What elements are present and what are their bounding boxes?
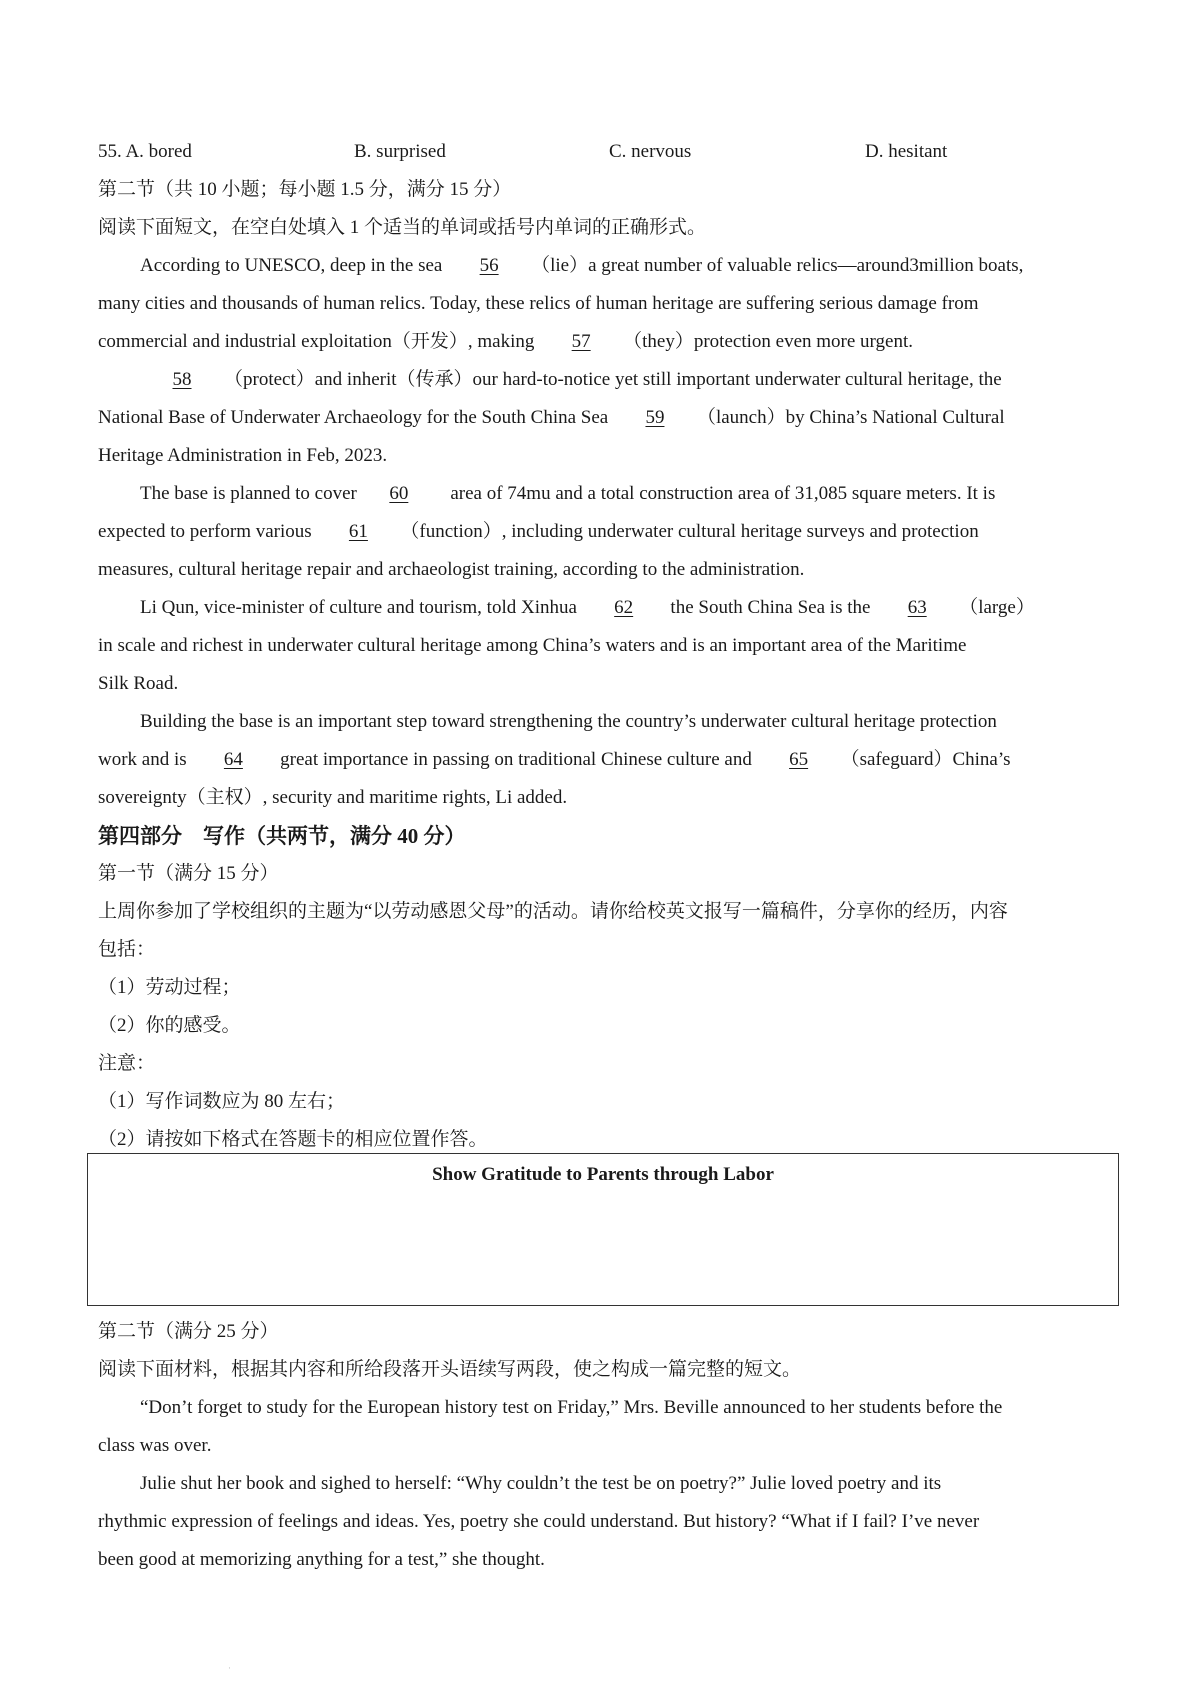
blank-60[interactable]: 60 — [389, 483, 409, 504]
passage-text: National Base of Underwater Archaeology for the South China Sea — [98, 407, 613, 428]
part4-section2-title: 第二节（满分 25 分） — [98, 1321, 279, 1342]
story-p1-line1: “Don’t forget to study for the European history test on Friday,” Mrs. Beville announced to her students before the — [140, 1397, 1003, 1418]
passage-p1-line1 — [140, 247, 1120, 285]
passage-text: work and is — [98, 749, 192, 770]
passage-p4-line3: Silk Road. — [98, 673, 179, 694]
passage-p3-line3: measures, cultural heritage repair and archaeologist training, according to the administration. — [98, 559, 805, 580]
passage-p5-line1: Building the base is an important step toward strengthening the country’s underwater cultural heritage protection — [140, 711, 997, 732]
passage-text: great importance in passing on traditional Chinese culture and — [275, 749, 757, 770]
passage-text: （they）protection even more urgent. — [623, 331, 913, 352]
q55-option-b: B. surprised — [354, 141, 446, 162]
passage-p4-line2: in scale and richest in underwater cultural heritage among China’s waters and is an important area of the Maritime — [98, 635, 967, 656]
blank-59[interactable]: 59 — [645, 407, 665, 428]
story-p1-line2: class was over. — [98, 1435, 212, 1456]
part4-section1-item2: （2）你的感受。 — [98, 1015, 241, 1036]
blank-57[interactable]: 57 — [571, 331, 591, 352]
blank-63[interactable]: 63 — [907, 597, 927, 618]
section2-title: 第二节（共 10 小题；每小题 1.5 分，满分 15 分） — [98, 179, 512, 200]
part4-note-label: 注意： — [98, 1053, 156, 1074]
passage-p1-line2: many cities and thousands of human relics. Today, these relics of human heritage are suffering serious damage from — [98, 293, 979, 314]
passage-text: （safeguard）China’s — [840, 749, 1011, 770]
section2-instruction: 阅读下面短文，在空白处填入 1 个适当的单词或括号内单词的正确形式。 — [98, 217, 707, 238]
passage-text: （large） — [959, 597, 1035, 618]
passage-p4-line1 — [140, 589, 1120, 627]
passage-text: （function）, including underwater cultural heritage surveys and protection — [400, 521, 979, 542]
blank-58[interactable]: 58 — [172, 369, 192, 390]
q55-option-c: C. nervous — [609, 141, 692, 162]
footer-mark: · — [228, 1663, 231, 1673]
passage-text: commercial and industrial exploitation（开发）, making — [98, 331, 540, 352]
passage-text: The base is planned to cover — [140, 483, 357, 504]
passage-text: （protect）and inherit（传承）our hard-to-notice yet still important underwater cultural heritage, the — [224, 369, 1002, 390]
passage-text: According to UNESCO, deep in the sea — [140, 255, 448, 276]
part4-section1-title: 第一节（满分 15 分） — [98, 863, 279, 884]
passage-p3-line2 — [98, 513, 1120, 551]
answer-box[interactable] — [87, 1153, 1119, 1306]
passage-text: （launch）by China’s National Cultural — [696, 407, 1005, 428]
passage-text: area of 74mu and a total construction area of 31,085 square meters. It is — [450, 483, 996, 504]
passage-p2-line3: Heritage Administration in Feb, 2023. — [98, 445, 388, 466]
passage-p2-line2 — [98, 399, 1120, 437]
passage-p3-line1 — [140, 475, 1120, 513]
passage-text: the South China Sea is the — [665, 597, 876, 618]
part4-section1-prompt-line2: 包括： — [98, 939, 156, 960]
story-p2-line2: rhythmic expression of feelings and ideas. Yes, poetry she could understand. But history? “What if I fail? I’ve never — [98, 1511, 980, 1532]
blank-65[interactable]: 65 — [789, 749, 809, 770]
passage-p1-line3 — [98, 323, 1120, 361]
blank-61[interactable]: 61 — [348, 521, 368, 542]
part4-heading: 第四部分 写作（共两节，满分 40 分） — [98, 824, 466, 848]
part4-note1: （1）写作词数应为 80 左右； — [98, 1091, 346, 1112]
passage-p5-line2 — [98, 741, 1120, 779]
part4-section2-prompt: 阅读下面材料，根据其内容和所给段落开头语续写两段，使之构成一篇完整的短文。 — [98, 1359, 802, 1380]
blank-56[interactable]: 56 — [479, 255, 499, 276]
q55-option-a: 55. A. bored — [98, 141, 192, 162]
story-p2-line3: been good at memorizing anything for a test,” she thought. — [98, 1549, 545, 1570]
q55-option-d: D. hesitant — [865, 141, 948, 162]
story-p2-line1: Julie shut her book and sighed to herself: “Why couldn’t the test be on poetry?” Julie loved poetry and its — [140, 1473, 942, 1494]
blank-64[interactable]: 64 — [223, 749, 243, 770]
part4-section1-item1: （1）劳动过程； — [98, 977, 241, 998]
part4-note2: （2）请按如下格式在答题卡的相应位置作答。 — [98, 1129, 488, 1150]
part4-section1-prompt-line1: 上周你参加了学校组织的主题为“以劳动感恩父母”的活动。请你给校英文报写一篇稿件，分享你的经历，内容 — [98, 901, 1008, 922]
answer-box-title: Show Gratitude to Parents through Labor — [432, 1164, 774, 1185]
blank-62[interactable]: 62 — [614, 597, 634, 618]
passage-p2-line1 — [140, 361, 1120, 399]
passage-text: expected to perform various — [98, 521, 317, 542]
passage-text: Li Qun, vice-minister of culture and tourism, told Xinhua — [140, 597, 582, 618]
passage-p5-line3: sovereignty（主权）, security and maritime rights, Li added. — [98, 787, 568, 808]
passage-text: （lie）a great number of valuable relics—around3million boats, — [531, 255, 1024, 276]
